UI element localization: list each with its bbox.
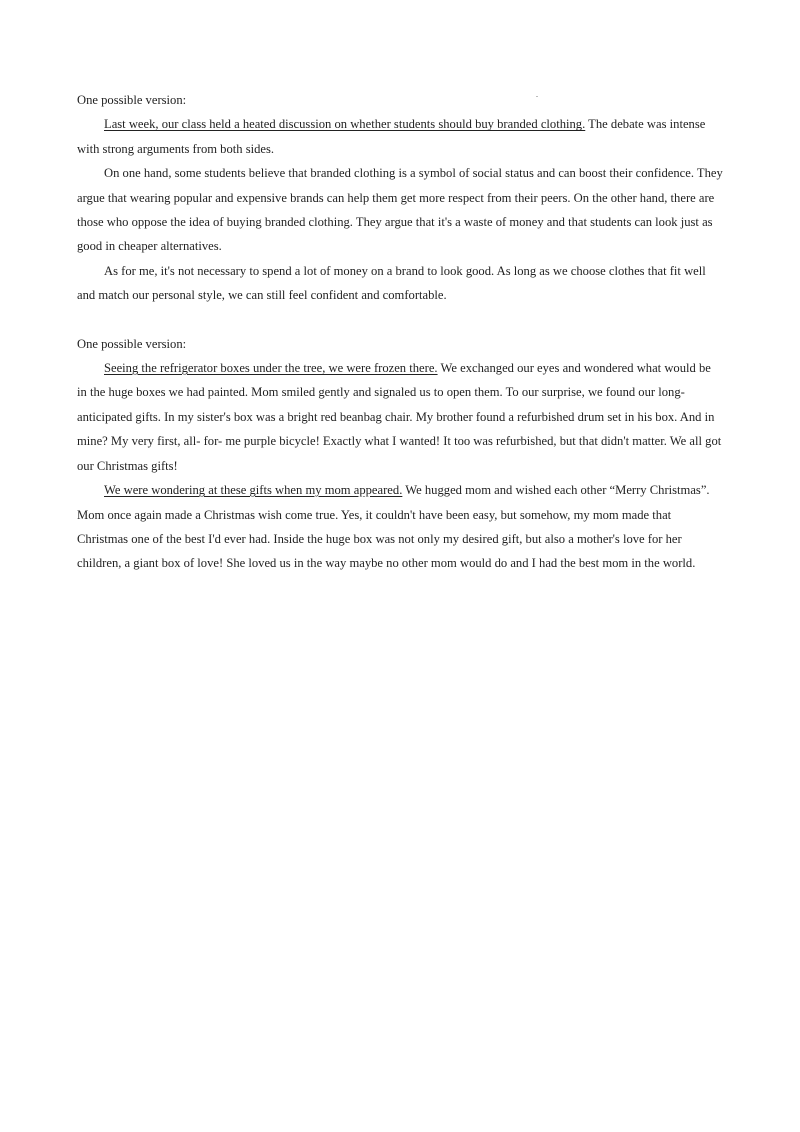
section-2-heading: One possible version: <box>77 336 187 351</box>
section-1-heading: One possible version: <box>77 93 187 107</box>
section-1-paragraph-2: On one hand, some students believe that branded clothing is a symbol of social status and can boost their confidence. They argue that wearing popular and expensive brands can help them get more respect from their peers. On the other hand, there are those who oppose the idea of buying branded clothing. They argue that it's a waste of money and that students can look just as good in cheaper alternatives. <box>77 166 723 254</box>
underlined-opening-sentence: Last week, our class held a heated discussion on whether students should buy branded clothing. <box>104 117 586 132</box>
section-2-paragraph-1 <box>77 356 723 478</box>
underlined-opening-sentence: Seeing the refrigerator boxes under the tree, we were frozen there. <box>104 361 438 376</box>
section-spacer <box>77 308 723 332</box>
paragraph-text: We exchanged our eyes and wondered what would be in the huge boxes we had painted. Mom smiled gently and signaled us to open them. To our surprise, we found our long- anticipated gifts. In my sister's box was a bright red beanbag chair. My brother found a refurbished drum set in his box. And in mine? My very first, all- for- me purple bicycle! Exactly what I wanted! It too was refurbished, but that didn't matter. We all got our Christmas gifts! <box>77 361 722 473</box>
document-page <box>77 88 723 576</box>
paragraph-text: We hugged mom and wished each other “Merry Christmas”. Mom once again made a Christmas wish come true. Yes, it couldn't have been easy, but somehow, my mom made that Christmas one of the best I'd ever had. Inside the huge box was not only my desired gift, but also a mother's love for her children, a giant box of love! She loved us in the way maybe no other mom would do and I had the best mom in the world. <box>77 483 710 571</box>
essay-section-2 <box>77 332 723 576</box>
underlined-opening-sentence: We were wondering at these gifts when my mom appeared. <box>104 483 403 498</box>
essay-section-1 <box>77 88 723 308</box>
paragraph-text: The debate was intense with strong arguments from both sides. <box>77 117 706 156</box>
section-1-paragraph-3: As for me, it's not necessary to spend a lot of money on a brand to look good. As long as we choose clothes that fit well and match our personal style, we can still feel confident and comfortable. <box>77 263 706 303</box>
section-1-paragraph-1 <box>77 112 723 161</box>
section-2-paragraph-2 <box>77 478 723 576</box>
